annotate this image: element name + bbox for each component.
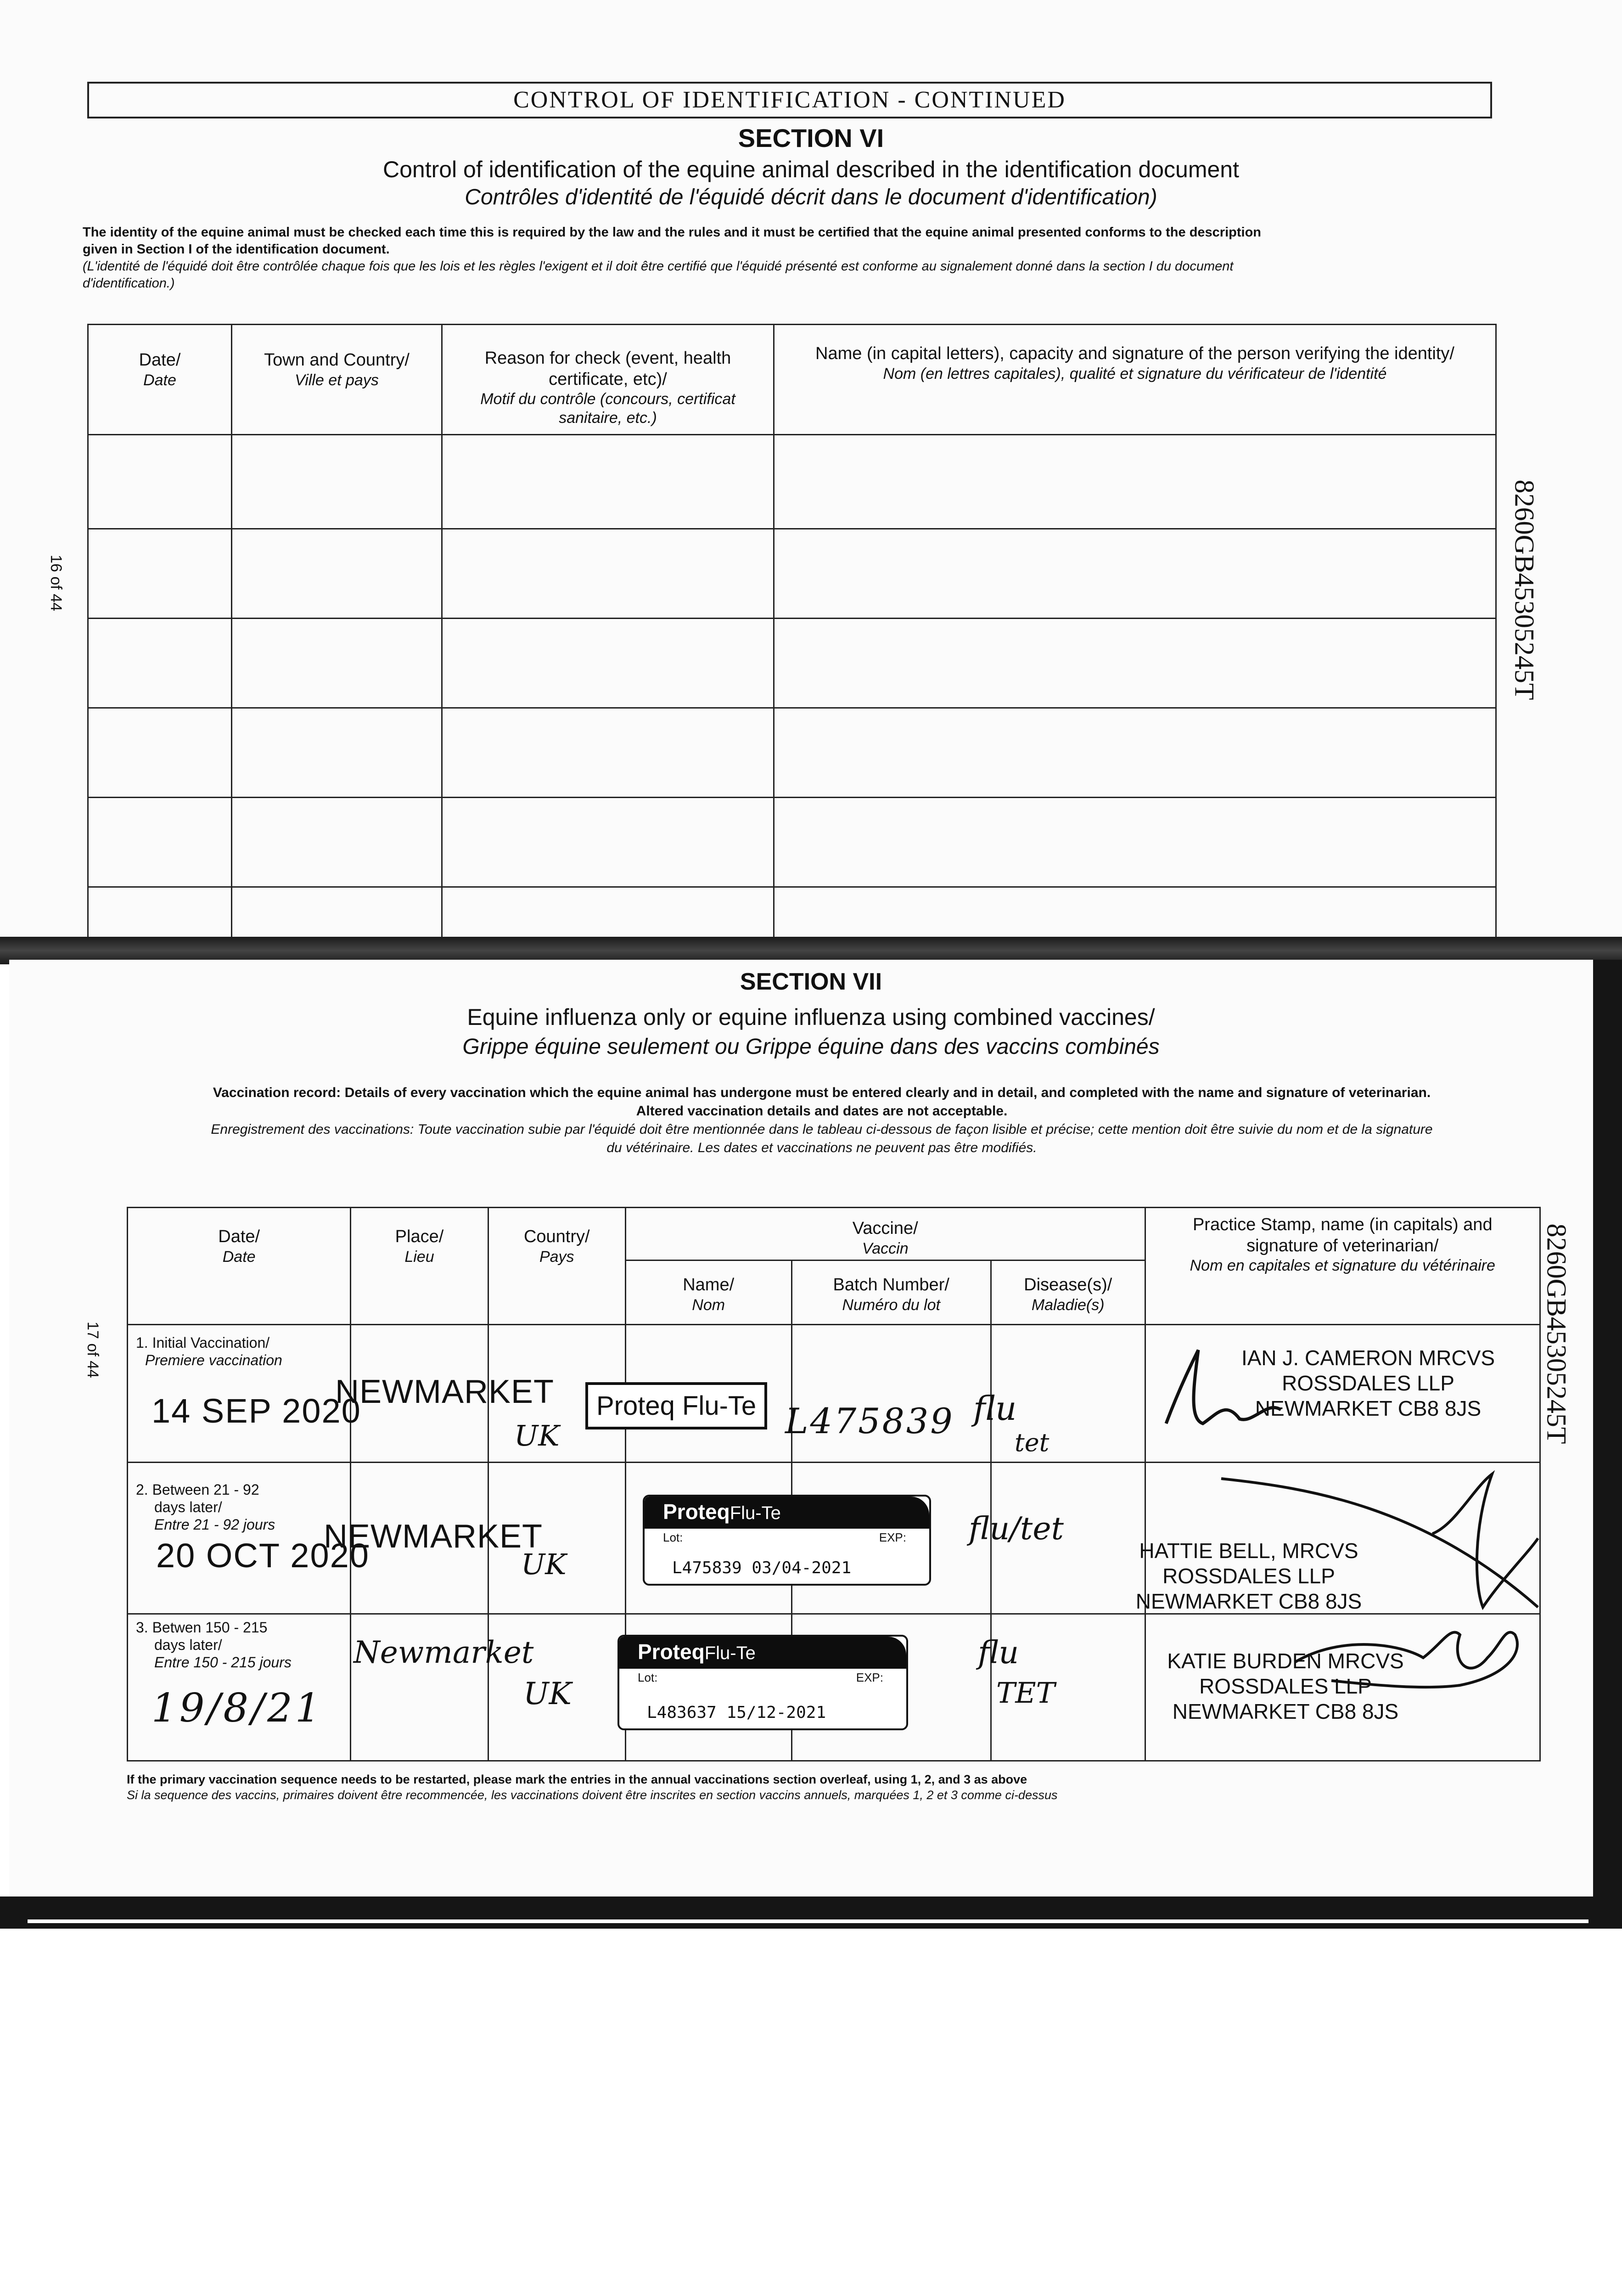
section-vii-heading-fr: Grippe équine seulement ou Grippe équine dans des vaccins combinés [462, 1035, 1160, 1059]
intro-fr-1: Enregistrement des vaccinations: Toute vaccination subie par l'équidé doit être mentionnée dans le tableau ci-dessous de façon lisible et précise; cette mention doit être suivie du nom et de la signature [211, 1122, 1433, 1137]
row3-disease-1: flu [978, 1635, 1019, 1671]
table-row[interactable] [88, 798, 1496, 887]
col-batch: Batch Number/ Numéro du lot [791, 1261, 991, 1325]
side-page-number-top: 16 of 44 [47, 555, 65, 611]
intro-en-2: given in Section I of the identification document. [83, 242, 390, 257]
intro-en-1: Vaccination record: Details of every vaccination which the equine animal has undergone must be entered clearly and in detail, and completed with the name and signature of veterinarian. [213, 1085, 1431, 1100]
row1-country-handwritten: UK [514, 1419, 560, 1452]
col-date: Date/ Date [88, 325, 232, 435]
col-vaccine-name: Name/ Nom [625, 1261, 791, 1325]
intro-fr-2: d'identification.) [83, 276, 175, 291]
row1-label: 1. Initial Vaccination/ Premiere vaccination [136, 1334, 282, 1368]
side-page-number-bottom: 17 of 44 [84, 1322, 101, 1378]
row2-country-handwritten: UK [521, 1548, 567, 1581]
col-practice: Practice Stamp, name (in capitals) and signature of veterinarian/ Nom en capitales et signature du vétérinaire [1145, 1208, 1540, 1325]
col-town-country: Town and Country/ Ville et pays [232, 325, 442, 435]
intro-fr-2: du vétérinaire. Les dates et vaccinations ne peuvent pas être modifiés. [606, 1140, 1037, 1155]
col-reason: Reason for check (event, health certificate, etc)/ Motif du contrôle (concours, certificat sanitaire, etc.) [442, 325, 774, 435]
row3-vaccine-label: ProteqFlu-Te Lot: EXP: L483637 15/12-2021 [617, 1635, 908, 1730]
page-bottom-edge [0, 1896, 1622, 1929]
row2-label: 2. Between 21 - 92 days later/ Entre 21 - 92 jours [136, 1481, 275, 1533]
row1-place-stamp: NEWMARKET [335, 1373, 554, 1410]
table-row[interactable] [88, 887, 1496, 945]
section-vi-heading: Control of identification of the equine animal described in the identification document [382, 157, 1240, 182]
row3-label: 3. Betwen 150 - 215 days later/ Entre 150 - 215 jours [136, 1619, 292, 1671]
intro-en-2: Altered vaccination details and dates are not acceptable. [636, 1103, 1008, 1119]
row1-vaccine-name-stamp: Proteq Flu-Te [585, 1382, 767, 1429]
row2-date-stamp: 20 OCT 2020 [156, 1536, 370, 1575]
identity-check-table [87, 324, 1497, 945]
row1-batch-handwritten: L475839 [785, 1401, 954, 1441]
row2-practice-stamp: HATTIE BELL, MRCVS ROSSDALES LLP NEWMARKET CB8 8JS [1135, 1539, 1362, 1614]
row2-vaccine-label: ProteqFlu-Te Lot: EXP: L475839 03/04-2021 [643, 1495, 931, 1586]
banner-text: CONTROL OF IDENTIFICATION - CONTINUED [513, 87, 1066, 113]
section-vi-heading-fr: Contrôles d'identité de l'équidé décrit dans le document d'identification) [465, 185, 1157, 209]
col-disease: Disease(s)/ Maladie(s) [991, 1261, 1145, 1325]
row1-disease-2: tet [1015, 1428, 1050, 1457]
section-vii-title: SECTION VII [740, 968, 882, 995]
footer-fr: Si la sequence des vaccins, primaires doivent être recommencée, les vaccinations doivent être inscrites en section vaccins annuels, marquées 1, 2 et 3 comme ci-dessus [127, 1788, 1058, 1802]
side-id-top: 8260GB45305245T [1509, 479, 1540, 700]
col-date: Date/ Date [128, 1208, 351, 1325]
row1-disease-1: flu [973, 1389, 1017, 1428]
row1-date-stamp: 14 SEP 2020 [152, 1392, 361, 1430]
vaccination-footer [127, 1772, 1550, 1803]
side-id-bottom: 8260GB45305245T [1541, 1223, 1572, 1444]
section-vi-intro [83, 224, 1487, 292]
col-country: Country/ Pays [488, 1208, 625, 1325]
row3-place-handwritten: Newmarket [354, 1635, 534, 1670]
table-row[interactable] [88, 708, 1496, 798]
intro-fr-1: (L'identité de l'équidé doit être contrôlée chaque fois que les lois et les règles l'exigent et il doit être certifié que l'équidé présenté est conforme au signalement donné dans la section I du document [83, 259, 1234, 274]
footer-en: If the primary vaccination sequence needs to be restarted, please mark the entries in the annual vaccinations section overleaf, using 1, 2, and 3 as above [127, 1773, 1027, 1786]
table-row[interactable] [88, 619, 1496, 708]
section-banner [87, 82, 1492, 118]
col-place: Place/ Lieu [351, 1208, 488, 1325]
section-vi-title: SECTION VI [738, 124, 884, 152]
row3-disease-2: TET [996, 1676, 1055, 1710]
section-vii-intro [119, 1084, 1524, 1157]
scan-divider-line [28, 1919, 1588, 1923]
page-right-edge [1593, 960, 1622, 1901]
row2-place-stamp: NEWMARKET [324, 1518, 543, 1555]
row1-practice-stamp: IAN J. CAMERON MRCVS ROSSDALES LLP NEWMARKET CB8 8JS [1241, 1346, 1495, 1421]
section-vii-heading: Equine influenza only or equine influenza using combined vaccines/ [467, 1004, 1155, 1030]
row3-country-handwritten: UK [523, 1676, 572, 1711]
col-verifier: Name (in capital letters), capacity and signature of the person verifying the identity/ Nom (en lettres capitales), qualité et signature du vérificateur de l'identité [774, 325, 1496, 435]
row2-disease: flu/tet [969, 1511, 1064, 1547]
table-row[interactable] [88, 435, 1496, 529]
col-vaccine: Vaccine/ Vaccin [625, 1208, 1145, 1261]
intro-en-1: The identity of the equine animal must be checked each time this is required by the law and the rules and it must be certified that the equine animal presented conforms to the description [83, 225, 1262, 240]
table-row[interactable] [88, 529, 1496, 619]
row3-date-handwritten: 19/8/21 [152, 1685, 323, 1731]
row3-practice-stamp: KATIE BURDEN MRCVS ROSSDALES LLP NEWMARKET CB8 8JS [1167, 1649, 1404, 1724]
